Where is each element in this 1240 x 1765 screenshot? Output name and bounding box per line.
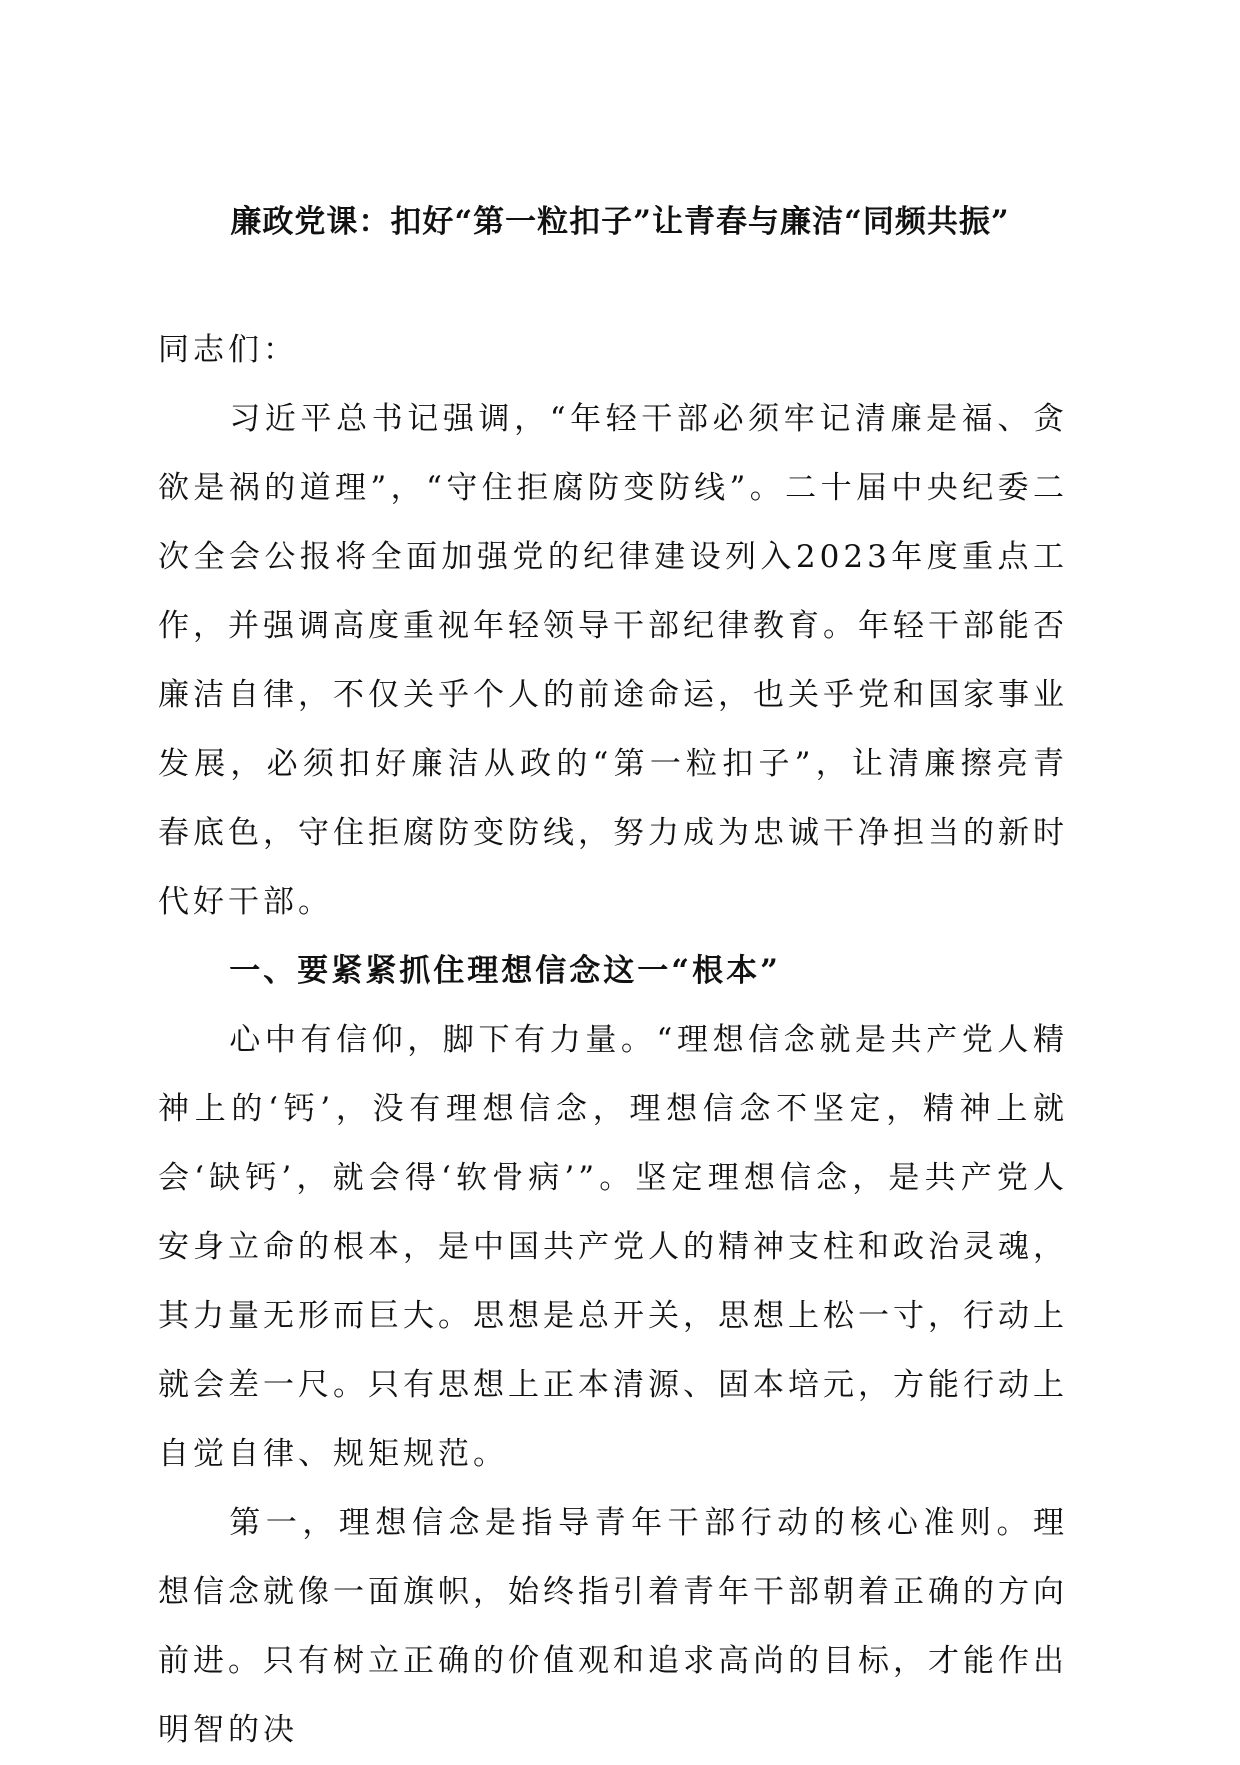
document-body [158,316,1068,1765]
intro-paragraph: 习近平总书记强调，“年轻干部必须牢记清廉是福、贪欲是祸的道理”，“守住拒腐防变防线”。二十届中央纪委二次全会公报将全面加强党的纪律建设列入2023年度重点工作，并强调高度重视年轻领导干部纪律教育。年轻干部能否廉洁自律，不仅关乎个人的前途命运，也关乎党和国家事业发展，必须扣好廉洁从政的“第一粒扣子”，让清廉擦亮青春底色，守住拒腐防变防线，努力成为忠诚干净担当的新时代好干部。 [158,401,1068,920]
section1-paragraph-1: 心中有信仰，脚下有力量。“理想信念就是共产党人精神上的‘钙’，没有理想信念，理想信念不坚定，精神上就会‘缺钙’，就会得‘软骨病’”。坚定理想信念，是共产党人安身立命的根本，是中国共产党人的精神支柱和政治灵魂，其力量无形而巨大。思想是总开关，思想上松一寸，行动上就会差一尺。只有思想上正本清源、固本培元，方能行动上自觉自律、规矩规范。 [158,1022,1068,1472]
document-title: 廉政党课：扣好“第一粒扣子”让青春与廉洁“同频共振” [230,204,1010,240]
salutation: 同志们： [158,332,298,368]
section-heading-1: 一、要紧紧抓住理想信念这一“根本” [229,953,781,989]
section1-paragraph-2: 第一，理想信念是指导青年干部行动的核心准则。理想信念就像一面旗帜，始终指引着青年干部朝着正确的方向前进。只有树立正确的价值观和追求高尚的目标，才能作出明智的决 [158,1505,1068,1748]
